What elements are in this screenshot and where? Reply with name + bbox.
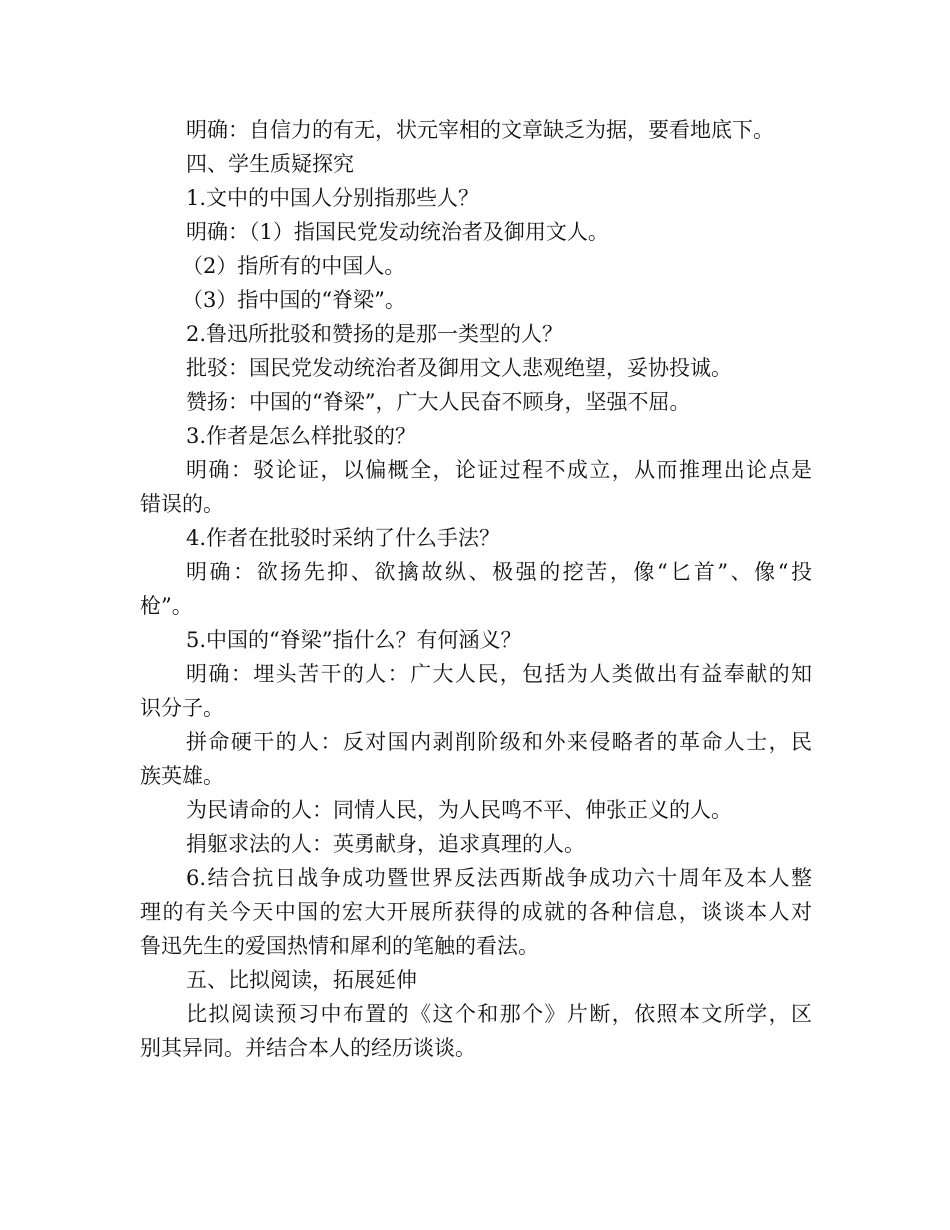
question-6-line-1: 6.结合抗日战争成功暨世界反法西斯战争成功六十周年及本人整 <box>186 866 812 890</box>
answer-2-praise: 赞扬：中国的“脊梁”，广大人民奋不顾身，坚强不屈。 <box>186 390 691 414</box>
answer-5-line-4: 族英雄。 <box>140 764 224 788</box>
question-6-line-2: 理的有关今天中国的宏大开展所获得的成就的各种信息，谈谈本人对 <box>140 900 812 924</box>
answer-1-line-2: （2）指所有的中国人。 <box>182 254 406 278</box>
question-5: 5.中国的“脊梁”指什么？有何涵义？ <box>186 628 522 652</box>
question-6-line-3: 鲁迅先生的爱国热情和犀利的笔触的看法。 <box>140 934 539 958</box>
paragraph-answer-confidence: 明确：自信力的有无，状元宰相的文章缺乏为据，要看地底下。 <box>186 118 774 142</box>
answer-3-line-1: 明确：驳论证，以偏概全，论证过程不成立，从而推理出论点是 <box>186 458 812 482</box>
section-heading-student-inquiry: 四、学生质疑探究 <box>186 152 354 176</box>
answer-1-line-3: （3）指中国的“脊梁”。 <box>182 288 406 312</box>
answer-3-line-2: 错误的。 <box>140 492 224 516</box>
answer-5-line-3: 拼命硬干的人：反对国内剥削阶级和外来侵略者的革命人士，民 <box>186 730 812 754</box>
answer-4-line-1: 明确：欲扬先抑、欲擒故纵、极强的挖苦，像“匕首”、像“投 <box>186 560 812 584</box>
answer-5-line-1: 明确：埋头苦干的人：广大人民，包括为人类做出有益奉献的知 <box>186 662 812 686</box>
paragraph-comparative-line-2: 别其异同。并结合本人的经历谈谈。 <box>140 1036 476 1060</box>
question-2: 2.鲁迅所批驳和赞扬的是那一类型的人？ <box>186 322 564 346</box>
document-body <box>140 113 812 1065</box>
answer-5-line-6: 捐躯求法的人：英勇献身，追求真理的人。 <box>186 832 585 856</box>
question-3: 3.作者是怎么样批驳的？ <box>186 424 417 448</box>
section-heading-comparative-reading: 五、比拟阅读，拓展延伸 <box>186 968 417 992</box>
answer-5-line-2: 识分子。 <box>140 696 224 720</box>
paragraph-comparative-line-1: 比拟阅读预习中布置的《这个和那个》片断，依照本文所学，区 <box>186 1002 812 1026</box>
question-1: 1.文中的中国人分别指那些人？ <box>186 186 480 210</box>
question-4: 4.作者在批驳时采纳了什么手法？ <box>186 526 501 550</box>
answer-2-criticism: 批驳：国民党发动统治者及御用文人悲观绝望，妥协投诚。 <box>186 356 732 380</box>
answer-5-line-5: 为民请命的人：同情人民，为人民鸣不平、伸张正义的人。 <box>186 798 732 822</box>
answer-4-line-2: 枪”。 <box>140 594 193 618</box>
answer-1-line-1: 明确：（1）指国民党发动统治者及御用文人。 <box>186 220 609 244</box>
